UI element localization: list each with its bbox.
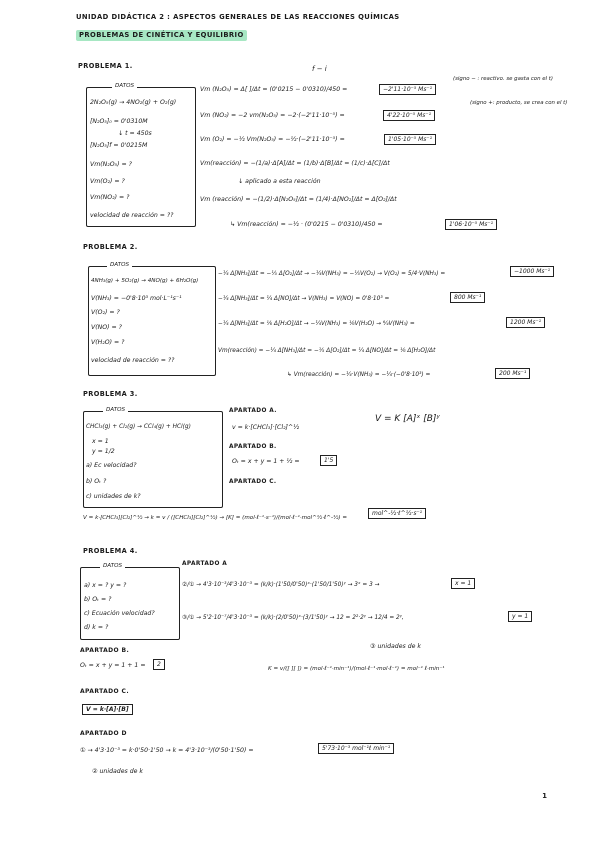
p3-data-3: y = 1/2 xyxy=(92,448,115,455)
p3-data-1: CHCl₃(g) + Cl₂(g) → CCl₄(g) + HCl(g) xyxy=(86,424,191,430)
p4-k-equation: ① → 4'3·10⁻³ = k·0'50·1'50 → k = 4'3·10⁻³/(0'50·1'50) = xyxy=(80,747,254,754)
page-number: 1 xyxy=(542,792,547,800)
p4-section-c-label: APARTADO C. xyxy=(80,688,130,695)
p1-data-4: [N₂O₅]f = 0'0215M xyxy=(90,142,148,149)
p2-result-no: 800 Ms⁻¹ xyxy=(450,292,485,303)
section-subtitle: PROBLEMAS DE CINÉTICA Y EQUILIBRIO xyxy=(76,30,247,41)
p4-data-4: d) k = ? xyxy=(84,624,109,631)
p3-units-equation: V = k·[CHCl₃][Cl₂]^½ → k = v / ([CHCl₃][Cl₂]^½) → [K] = (mol·ℓ⁻¹·s⁻¹)/(mol·ℓ⁻¹·mol^½·ℓ^-½) = xyxy=(83,515,348,521)
p4-order-x-eq: ②/① → 4'3·10⁻³/4'3·10⁻³ = (k/k)·(1'50/0'50)ˣ·(1'50/1'50)ʸ → 3ˣ = 3 → xyxy=(182,582,380,588)
p4-data-3: c) Ecuación velocidad? xyxy=(84,610,155,617)
p4-total-order-result: 2 xyxy=(153,659,165,670)
p1-note-product: (signo +: producto, se crea con el t) xyxy=(470,100,568,106)
p2-result-o2: −1000 Ms⁻¹ xyxy=(510,266,554,277)
p2-data-2: V(NH₃) = −0'8·10³ mol·L⁻¹s⁻¹ xyxy=(91,295,182,302)
p4-data-1: a) x = ? y = ? xyxy=(84,582,127,589)
p4-order-x-result: x = 1 xyxy=(451,578,475,589)
p1-result-no2: 4'22·10⁻⁵ Ms⁻¹ xyxy=(383,110,435,121)
p3-total-order-eq: Oₜ = x + y = 1 + ½ = xyxy=(232,458,300,465)
p3-section-a-label: APARTADO A. xyxy=(229,408,277,414)
p1-result-reaction: 1'06·10⁻⁵ Ms⁻¹ xyxy=(445,219,497,230)
p2-eq-h2o: −¼ Δ[NH₃]/Δt = ⅙ Δ[H₂O]/Δt → −¼V(NH₃) = ⅙V(H₂O) → ⁶⁄₄V(NH₃) = xyxy=(218,321,415,327)
problem-1-heading: PROBLEMA 1. xyxy=(78,62,133,70)
p1-data-5: Vm(N₂O₅) = ? xyxy=(90,161,132,168)
p3-total-order-result: 1'5 xyxy=(320,455,337,466)
p3-general-rate-law: V = K [A]ˣ [B]ʸ xyxy=(375,414,440,424)
p1-eq-o2: Vm (O₂) = −½ Vm(N₂O₅) = −½·(−2'11·10⁻⁵) = xyxy=(200,136,345,143)
p1-eq-reaction: Vm (reacción) = −(1/2)·Δ[N₂O₅]/Δt = (1/4)·Δ[NO₂]/Δt = Δ[O₂]/Δt xyxy=(200,196,397,203)
p2-eq-o2: −¼ Δ[NH₃]/Δt = −⅕ Δ[O₂]/Δt → −¼V(NH₃) = −⅕V(O₂) → V(O₂) = 5/4·V(NH₃) = xyxy=(218,271,446,277)
p4-data-label: DATOS xyxy=(100,563,125,570)
p1-f-minus-i: f − i xyxy=(312,65,327,73)
p1-data-6: Vm(O₂) = ? xyxy=(90,178,125,185)
p2-eq-reaction-calc: ↳ Vm(reacción) = −¼·V(NH₃) = −¼·(−0'8·10³) = xyxy=(287,372,431,378)
p1-eq-no2: Vm (NO₂) = −2 vm(N₂O₅) = −2·(−2'11·10⁻⁵) = xyxy=(200,112,345,119)
p3-section-c-label: APARTADO C. xyxy=(229,479,277,485)
p1-eq-general: Vm(reacción) = −(1/a)·Δ[A]/Δt = (1/b)·Δ[B]/Δt = (1/c)·Δ[C]/Δt xyxy=(200,160,390,167)
p1-data-box xyxy=(86,87,196,227)
p4-total-order-eq: Oₜ = x + y = 1 + 1 = xyxy=(80,662,146,669)
p1-data-2: [N₂O₅]₀ = 0'0310M xyxy=(90,118,148,125)
p1-data-8: velocidad de reacción = ?? xyxy=(90,212,174,219)
p3-rate-equation: v = k·[CHCl₃]·[Cl₂]^½ xyxy=(232,424,300,431)
p2-data-6: velocidad de reacción = ?? xyxy=(91,357,175,364)
p1-applied-note: ↓ aplicado a esta reacción xyxy=(238,178,321,185)
page-title: UNIDAD DIDÁCTICA 2 : ASPECTOS GENERALES DE LAS REACCIONES QUÍMICAS xyxy=(76,13,400,21)
p4-rate-equation: V = k·[A]·[B] xyxy=(82,704,133,715)
problem-4-heading: PROBLEMA 4. xyxy=(83,547,138,555)
p4-section-b-label: APARTADO B. xyxy=(80,647,130,654)
p2-data-1: 4NH₃(g) + 5O₂(g) → 4NO(g) + 6H₂O(g) xyxy=(91,278,199,284)
problem-3-heading: PROBLEMA 3. xyxy=(83,390,138,398)
p3-data-2: x = 1 xyxy=(92,438,109,445)
p2-eq-reaction: Vm(reacción) = −¼ Δ[NH₃]/Δt = −⅕ Δ[O₂]/Δt = ¼ Δ[NO]/Δt = ⅙ Δ[H₂O]/Δt xyxy=(218,348,436,354)
p4-section-a-label: APARTADO A xyxy=(182,561,228,567)
p1-data-3: ↓ t = 450s xyxy=(118,130,152,137)
p1-data-7: Vm(NO₂) = ? xyxy=(90,194,130,201)
p3-data-5: b) Oₜ ? xyxy=(86,478,107,485)
p2-data-3: V(O₂) = ? xyxy=(91,309,120,316)
p2-result-h2o: 1200 Ms⁻¹ xyxy=(506,317,545,328)
p3-data-label: DATOS xyxy=(103,407,128,414)
p1-eq-n2o5: Vm (N₂O₅) = Δ[ ]/Δt = (0'0215 − 0'0310)/450 = xyxy=(200,86,348,93)
p4-order-y-eq: ③/① → 5'2·10⁻⁷/4'3·10⁻³ = (k/k)·(2/0'50)ˣ·(3/1'50)ʸ → 12 = 2²·2ʸ → 12/4 = 2ʸ, xyxy=(182,615,404,621)
p1-result-o2: 1'05·10⁻⁵ Ms⁻¹ xyxy=(384,134,436,145)
p2-result-reaction: 200 Ms⁻¹ xyxy=(495,368,530,379)
p4-units-k-label: ② unidades de k xyxy=(92,768,144,775)
p2-eq-no: −¼ Δ[NH₃]/Δt = ¼ Δ[NO]/Δt → V(NH₃) = V(NO) = 0'8·10³ = xyxy=(218,296,390,302)
p3-data-6: c) unidades de k? xyxy=(86,493,141,500)
p4-units-eq: K = v/([ ][ ]) = (mol·ℓ⁻¹·min⁻¹)/(mol·ℓ⁻¹·mol·ℓ⁻¹) = mol⁻¹ ℓ·min⁻¹ xyxy=(268,666,445,672)
p1-eq-reaction-calc: ↳ Vm(reacción) = −½ · (0'0215 − 0'0310)/450 = xyxy=(230,221,383,228)
p2-data-label: DATOS xyxy=(107,262,132,269)
p3-data-4: a) Ec velocidad? xyxy=(86,462,137,469)
p4-data-2: b) Oₜ = ? xyxy=(84,596,112,603)
p1-data-label: DATOS xyxy=(112,83,137,90)
p1-result-n2o5: −2'11·10⁻⁵ Ms⁻¹ xyxy=(379,84,436,95)
p4-section-d-label: APARTADO D xyxy=(80,730,127,737)
p3-section-b-label: APARTADO B. xyxy=(229,444,277,450)
p2-data-4: V(NO) = ? xyxy=(91,324,122,331)
p4-k-result: 5'73·10⁻³ mol⁻¹ℓ min⁻¹ xyxy=(318,743,394,754)
p3-units-result: mol^-½·ℓ^½·s⁻¹ xyxy=(368,508,426,519)
p4-order-y-result: y = 1 xyxy=(508,611,532,622)
p2-data-5: V(H₂O) = ? xyxy=(91,339,125,346)
problem-2-heading: PROBLEMA 2. xyxy=(83,243,138,251)
p4-units-label: ③ unidades de k xyxy=(370,643,422,650)
p1-data-1: 2N₂O₅(g) → 4NO₂(g) + O₂(g) xyxy=(90,99,177,106)
p1-note-reactive: (signo − : reactivo. se gasta con el t) xyxy=(453,76,553,82)
